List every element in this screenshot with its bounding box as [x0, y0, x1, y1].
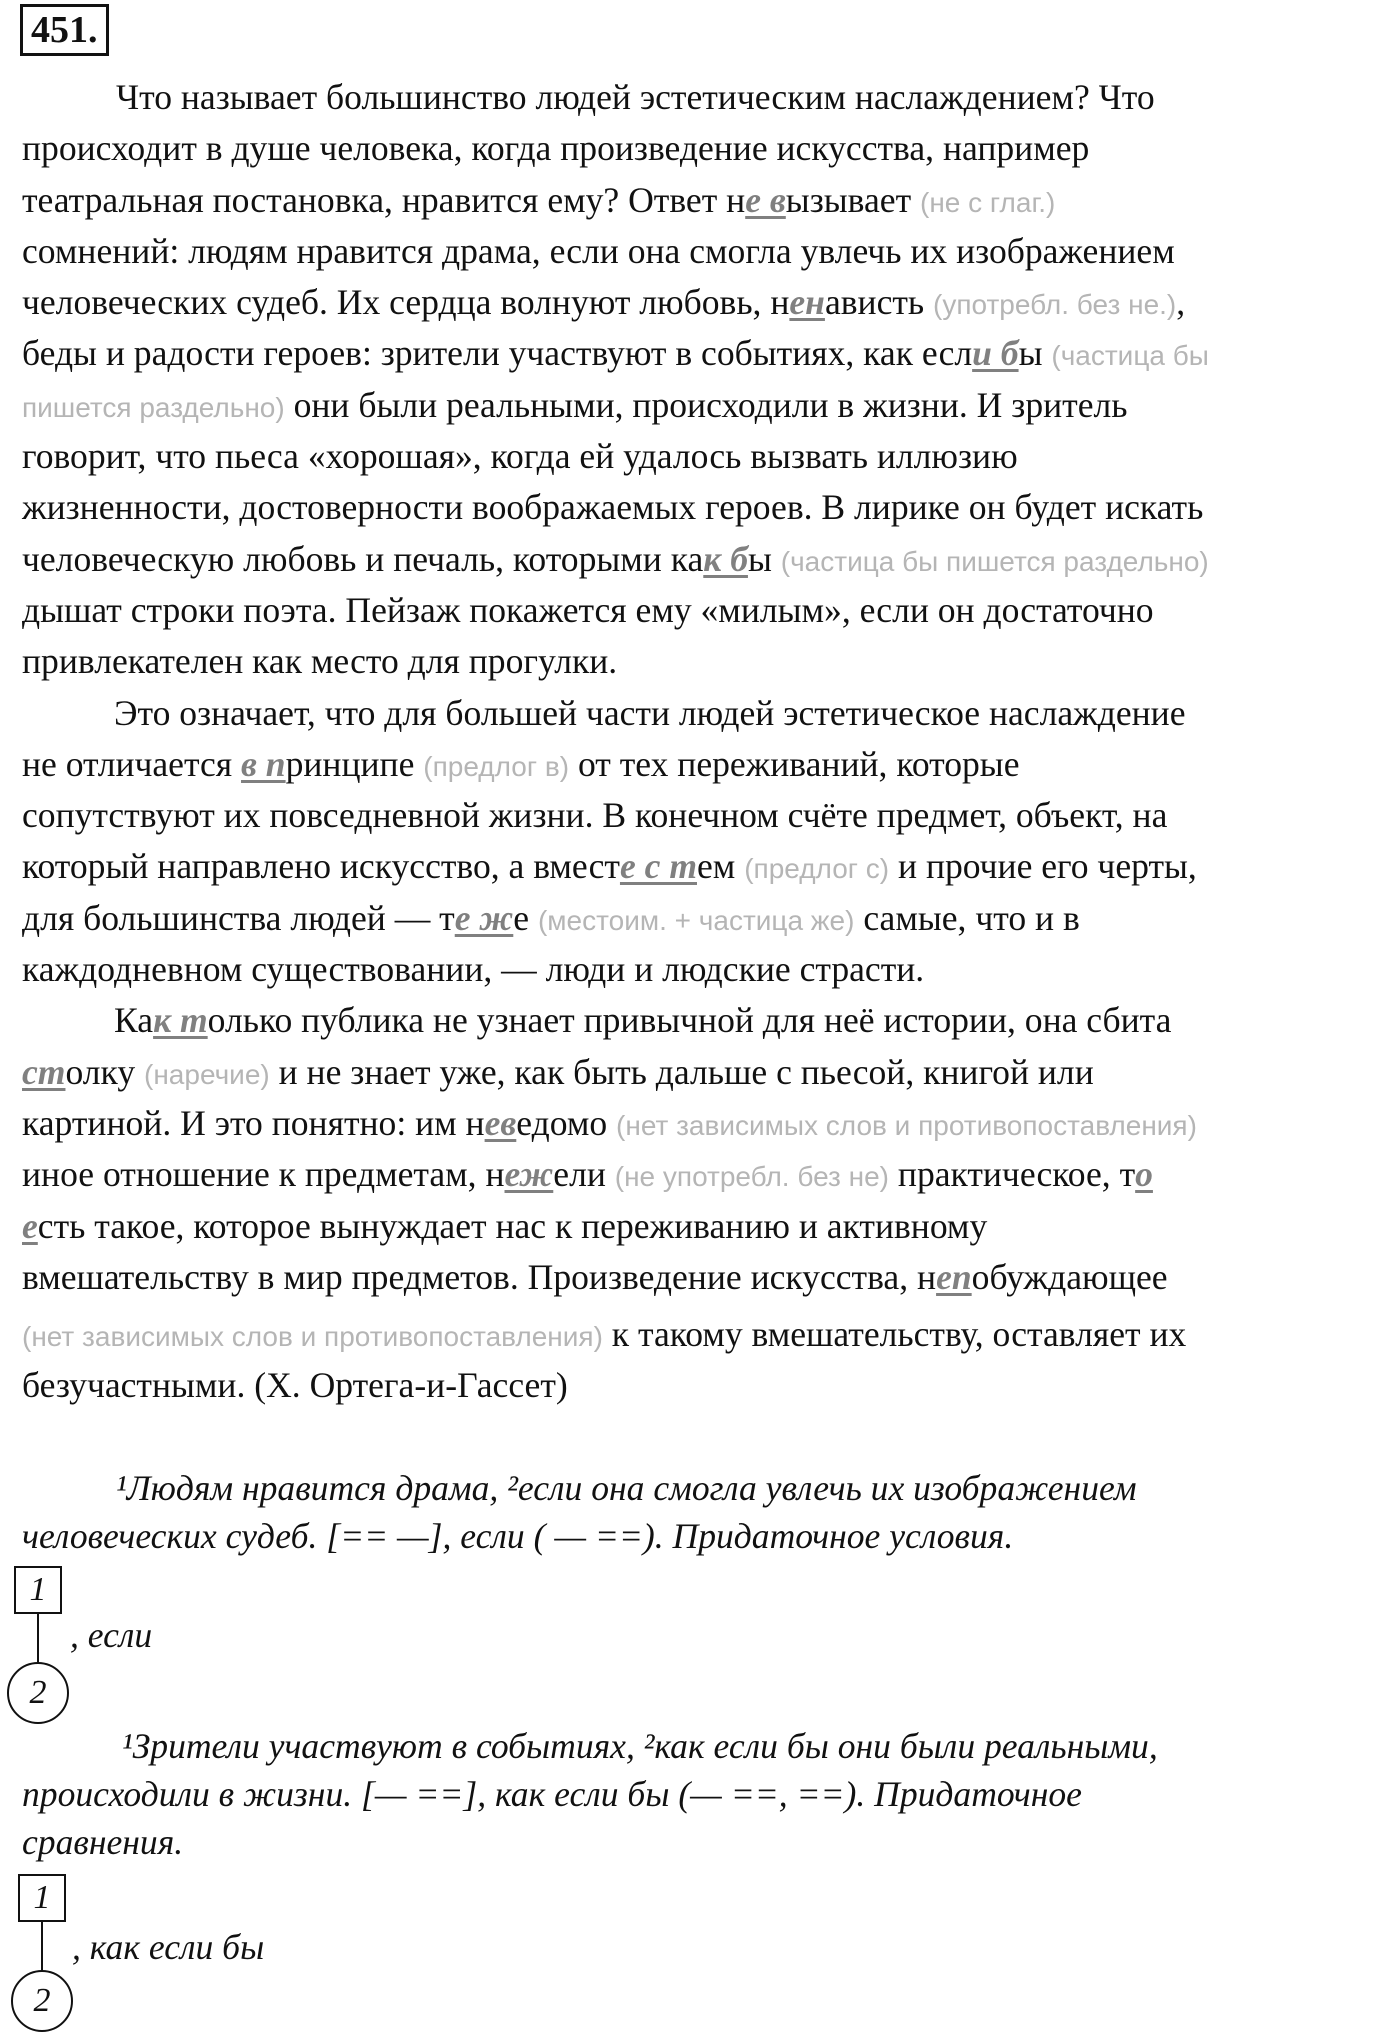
- spelling-highlight: о: [1135, 1154, 1153, 1195]
- sentence-scheme-2: [18, 1874, 358, 2034]
- text-segment: самые, что и в: [854, 897, 1080, 938]
- text-segment: олько публика не узнает привычной для неё истории, она сбита: [207, 1000, 1172, 1041]
- text-segment: для большинства людей — т: [22, 897, 455, 938]
- grammar-note: (предлог в): [423, 750, 570, 782]
- scheme-conjunction: , если: [70, 1615, 153, 1655]
- grammar-note: (употребл. без не.): [933, 289, 1177, 321]
- grammar-note: (наречие): [144, 1058, 270, 1090]
- text-segment: едомо: [516, 1102, 617, 1143]
- sentence-analysis-2: [22, 1722, 1400, 1866]
- grammar-note: пишется раздельно): [22, 391, 285, 423]
- grammar-note: (частица бы: [1051, 340, 1209, 372]
- text-segment: картиной. И это понятно: им н: [22, 1102, 485, 1143]
- text-segment: ринципе: [285, 743, 424, 784]
- text-segment: ызывает: [785, 179, 921, 220]
- text-line: [22, 995, 1400, 1046]
- text-segment: сомнений: людям нравится драма, если она смогла увлечь их изображением: [22, 230, 1175, 271]
- text-segment: от тех переживаний, которые: [569, 743, 1020, 784]
- main-clause-box: 1: [18, 1874, 66, 1922]
- text-line: [22, 226, 1400, 277]
- text-segment: они были реальными, происходили в жизни. И зритель: [284, 384, 1128, 425]
- text-segment: е: [513, 897, 538, 938]
- text-line: [22, 790, 1400, 841]
- analysis-sentence: ¹Людям нравится драма, ²если она смогла увлечь их изображением: [116, 1468, 1137, 1508]
- spelling-highlight: е с т: [619, 846, 697, 887]
- text-segment: человеческих судеб. Их сердца волнуют любовь, н: [22, 282, 790, 323]
- text-segment: человеческую любовь и печаль, которыми ка: [22, 538, 704, 579]
- exercise-number: 451.: [20, 4, 109, 56]
- text-line: [22, 944, 1400, 995]
- text-line: [22, 328, 1400, 379]
- sentence-scheme-1: [14, 1566, 314, 1726]
- text-segment: сть такое, которое вынуждает нас к переживанию и активному: [37, 1205, 988, 1246]
- text-segment: ависть: [824, 282, 934, 323]
- text-line: [22, 1149, 1400, 1200]
- text-segment: привлекателен как место для прогулки.: [22, 641, 618, 682]
- text-line: [22, 72, 1400, 123]
- text-segment: жизненности, достоверности воображаемых героев. В лирике он будет искать: [22, 487, 1204, 528]
- text-segment: дышат строки поэта. Пейзаж покажется ему «милым», если он достаточно: [22, 589, 1154, 630]
- text-segment: ы: [747, 538, 781, 579]
- text-segment: иное отношение к предметам, н: [22, 1154, 505, 1195]
- text-line: [22, 841, 1400, 892]
- text-line: [22, 739, 1400, 790]
- scheme-conjunction: , как если бы: [72, 1927, 265, 1967]
- grammar-note: (не с глаг.): [920, 186, 1056, 218]
- text-line: [22, 123, 1400, 174]
- text-line: [22, 1201, 1400, 1252]
- spelling-highlight: еж: [504, 1154, 554, 1195]
- text-segment: к такому вмешательству, оставляет их: [602, 1314, 1187, 1355]
- grammar-note: (нет зависимых слов и противопоставления): [22, 1321, 603, 1353]
- text-line: [22, 1047, 1400, 1098]
- text-line: [22, 277, 1400, 328]
- analysis-sentence: сравнения.: [22, 1822, 184, 1862]
- text-line: [22, 431, 1400, 482]
- spelling-highlight: к т: [153, 1000, 208, 1041]
- grammar-note: (предлог с): [744, 853, 890, 885]
- scheme-connector: [37, 1612, 39, 1664]
- spelling-highlight: е в: [745, 179, 786, 220]
- text-segment: каждодневном существовании, — люди и людские страсти.: [22, 949, 925, 990]
- scheme-connector: [41, 1920, 43, 1972]
- text-segment: Ка: [114, 1000, 154, 1041]
- analysis-sentence: человеческих судеб. [== —], если ( — ==). Придаточное условия.: [22, 1516, 1014, 1556]
- text-line: [22, 688, 1400, 739]
- spelling-highlight: ен: [789, 282, 825, 323]
- spelling-highlight: е ж: [454, 897, 514, 938]
- text-segment: обуждающее: [971, 1256, 1168, 1297]
- text-line: [22, 482, 1400, 533]
- text-line: [22, 1303, 1400, 1360]
- text-line: [22, 1098, 1400, 1149]
- subordinate-clause-circle: 2: [11, 1970, 73, 2032]
- analysis-sentence: происходили в жизни. [— ==], как если бы (— ==, ==). Придаточное: [22, 1774, 1082, 1814]
- spelling-highlight: еп: [936, 1256, 972, 1297]
- text-segment: и не знает уже, как быть дальше с пьесой, книгой или: [269, 1051, 1094, 1092]
- text-line: [22, 893, 1400, 944]
- text-segment: Что называет большинство людей эстетическим наслаждением? Что: [116, 77, 1155, 117]
- grammar-note: (частица бы пишется раздельно): [780, 545, 1209, 577]
- spelling-highlight: ев: [484, 1102, 517, 1143]
- text-segment: беды и радости героев: зрители участвуют в событиях, как есл: [22, 333, 973, 374]
- text-segment: не отличается: [22, 743, 242, 784]
- spelling-highlight: и б: [972, 333, 1019, 374]
- spelling-highlight: к б: [703, 538, 748, 579]
- sentence-analysis-1: [22, 1464, 1400, 1560]
- text-segment: практическое, т: [889, 1154, 1136, 1195]
- main-clause-box: 1: [14, 1566, 62, 1614]
- analysis-sentence: ¹Зрители участвуют в событиях, ²как если бы они были реальными,: [122, 1726, 1158, 1766]
- text-line: [22, 636, 1400, 687]
- text-line: [22, 534, 1400, 585]
- spelling-highlight: ст: [22, 1051, 66, 1092]
- text-segment: ы: [1018, 333, 1052, 374]
- subordinate-clause-circle: 2: [7, 1662, 69, 1724]
- text-segment: олку: [65, 1051, 145, 1092]
- exercise-text: [22, 72, 1400, 1412]
- text-segment: вмешательству в мир предметов. Произведение искусства, н: [22, 1256, 937, 1297]
- spelling-highlight: е: [22, 1205, 38, 1246]
- text-segment: происходит в душе человека, когда произведение искусства, например: [22, 128, 1090, 169]
- text-line: [22, 175, 1400, 226]
- text-line: [22, 585, 1400, 636]
- spelling-highlight: в п: [241, 743, 286, 784]
- text-segment: безучастными. (Х. Ортега-и-Гассет): [22, 1365, 568, 1406]
- text-line: [22, 1360, 1400, 1411]
- text-segment: который направлено искусство, а вмест: [22, 846, 620, 887]
- text-line: [22, 1252, 1400, 1303]
- text-segment: ели: [553, 1154, 615, 1195]
- grammar-note: (нет зависимых слов и противопоставления): [616, 1109, 1197, 1141]
- text-segment: говорит, что пьеса «хорошая», когда ей удалось вызвать иллюзию: [22, 436, 1018, 477]
- text-segment: ем: [697, 846, 745, 887]
- text-segment: ,: [1176, 282, 1186, 323]
- text-segment: и прочие его черты,: [889, 846, 1197, 887]
- grammar-note: (не употребл. без не): [614, 1161, 890, 1193]
- text-segment: театральная постановка, нравится ему? Ответ н: [22, 179, 746, 220]
- text-segment: Это означает, что для большей части людей эстетическое наслаждение: [114, 692, 1186, 733]
- text-line: [22, 380, 1400, 431]
- grammar-note: (местоим. + частица же): [537, 904, 855, 936]
- text-segment: сопутствуют их повседневной жизни. В конечном счёте предмет, объект, на: [22, 795, 1168, 836]
